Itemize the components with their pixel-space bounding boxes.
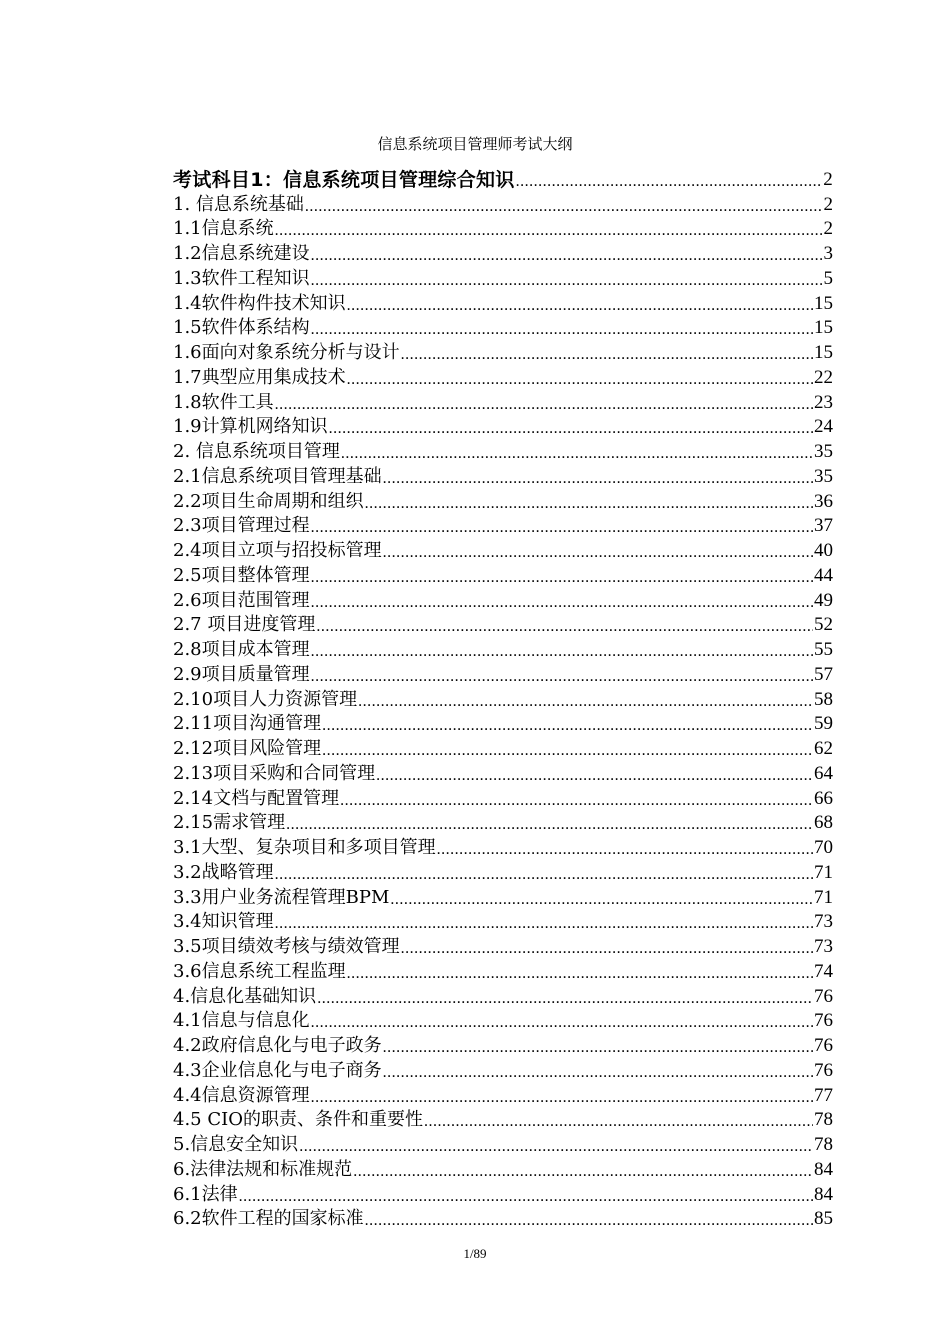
toc-entry[interactable] bbox=[173, 562, 833, 587]
toc-dot-leader bbox=[311, 247, 823, 265]
toc-entry-title: 1.5软件体系结构 bbox=[173, 317, 310, 339]
toc-entry-page: 73 bbox=[814, 936, 833, 957]
toc-entry-page: 84 bbox=[814, 1158, 833, 1180]
toc-entry-page: 77 bbox=[814, 1084, 833, 1106]
toc-dot-leader bbox=[383, 470, 813, 488]
toc-entry-title: 3.3用户业务流程管理BPM bbox=[173, 886, 390, 908]
toc-dot-leader bbox=[275, 866, 813, 884]
toc-dot-leader bbox=[383, 1039, 813, 1057]
toc-dot-leader bbox=[311, 321, 813, 339]
toc-entry-title: 1.9计算机网络知识 bbox=[173, 416, 328, 438]
toc-entry-page: 74 bbox=[814, 960, 833, 982]
toc-dot-leader bbox=[340, 792, 813, 810]
toc-entry[interactable] bbox=[173, 933, 833, 958]
toc-entry-page: 57 bbox=[814, 663, 833, 685]
toc-entry-title: 4.2政府信息化与电子政务 bbox=[173, 1035, 382, 1056]
toc-entry-title: 考试科目1：信息系统项目管理综合知识 bbox=[173, 168, 515, 191]
toc-dot-leader bbox=[311, 272, 823, 290]
toc-dot-leader bbox=[341, 445, 813, 463]
toc-dot-leader bbox=[329, 420, 813, 438]
toc-entry-page: 71 bbox=[814, 886, 833, 908]
toc-entry-page: 76 bbox=[814, 1010, 833, 1032]
toc-entry-title: 2.8项目成本管理 bbox=[173, 639, 310, 660]
toc-entry[interactable] bbox=[173, 389, 833, 414]
toc-entry[interactable] bbox=[173, 1057, 833, 1082]
toc-entry-page: 5 bbox=[823, 267, 833, 289]
toc-entry-title: 5.信息安全知识 bbox=[173, 1134, 299, 1155]
toc-dot-leader bbox=[365, 1212, 813, 1230]
toc-dot-leader bbox=[317, 990, 813, 1008]
table-of-contents bbox=[173, 166, 833, 1230]
toc-entry-page: 68 bbox=[814, 812, 833, 834]
toc-entry-page: 49 bbox=[814, 589, 833, 611]
toc-dot-leader bbox=[365, 495, 813, 513]
toc-entry-page: 84 bbox=[814, 1183, 833, 1205]
toc-entry-title: 4.3企业信息化与电子商务 bbox=[173, 1059, 382, 1081]
toc-entry-page: 52 bbox=[814, 614, 833, 636]
toc-entry-title: 1. 信息系统基础 bbox=[173, 193, 304, 215]
toc-entry-title: 2.1信息系统项目管理基础 bbox=[173, 465, 382, 487]
toc-entry-page: 76 bbox=[814, 985, 833, 1007]
toc-entry-title: 2.12项目风险管理 bbox=[173, 738, 322, 759]
toc-dot-leader bbox=[311, 519, 813, 537]
toc-entry-page: 66 bbox=[814, 787, 833, 809]
toc-entry[interactable] bbox=[173, 364, 833, 389]
toc-dot-leader bbox=[275, 222, 823, 240]
toc-entry-page: 23 bbox=[814, 391, 833, 413]
toc-entry-page: 59 bbox=[814, 713, 833, 735]
toc-entry-page: 55 bbox=[814, 639, 833, 660]
toc-entry-title: 4.1信息与信息化 bbox=[173, 1010, 310, 1032]
toc-entry[interactable] bbox=[173, 191, 833, 216]
toc-entry-title: 4.信息化基础知识 bbox=[173, 985, 317, 1007]
toc-dot-leader bbox=[390, 891, 813, 909]
toc-entry[interactable] bbox=[173, 587, 833, 612]
toc-dot-leader bbox=[347, 371, 813, 389]
toc-entry[interactable] bbox=[173, 438, 833, 463]
toc-entry[interactable] bbox=[173, 810, 833, 835]
toc-entry-title: 6.法律法规和标准规范 bbox=[173, 1158, 353, 1180]
toc-entry-title: 2.5项目整体管理 bbox=[173, 564, 310, 586]
toc-entry[interactable] bbox=[173, 240, 833, 265]
toc-entry-page: 2 bbox=[823, 218, 833, 240]
toc-entry-page: 40 bbox=[814, 540, 833, 561]
toc-dot-leader bbox=[322, 717, 813, 735]
toc-entry[interactable] bbox=[173, 834, 833, 859]
toc-entry-page: 71 bbox=[814, 861, 833, 883]
toc-entry[interactable] bbox=[173, 1032, 833, 1057]
toc-dot-leader bbox=[424, 1113, 813, 1131]
toc-entry-page: 76 bbox=[814, 1059, 833, 1081]
toc-entry-title: 2.7 项目进度管理 bbox=[173, 614, 316, 636]
toc-entry-title: 2.13项目采购和合同管理 bbox=[173, 762, 376, 784]
toc-entry-title: 6.1法律 bbox=[173, 1183, 238, 1205]
toc-dot-leader bbox=[347, 297, 813, 315]
toc-entry-page: 35 bbox=[814, 465, 833, 487]
toc-entry-page: 62 bbox=[814, 738, 833, 759]
toc-entry-page: 2 bbox=[823, 193, 833, 215]
toc-entry[interactable] bbox=[173, 339, 833, 364]
toc-entry-title: 1.4软件构件技术知识 bbox=[173, 292, 346, 314]
toc-dot-leader bbox=[239, 1188, 813, 1206]
toc-entry-title: 3.6信息系统工程监理 bbox=[173, 960, 346, 982]
toc-dot-leader bbox=[311, 1089, 813, 1107]
toc-entry[interactable] bbox=[173, 958, 833, 983]
toc-entry-page: 15 bbox=[814, 342, 833, 363]
toc-dot-leader bbox=[311, 668, 813, 686]
toc-entry-page: 15 bbox=[814, 292, 833, 314]
toc-entry-title: 1.6面向对象系统分析与设计 bbox=[173, 342, 400, 363]
toc-dot-leader bbox=[353, 1163, 813, 1181]
toc-entry-page: 44 bbox=[814, 564, 833, 586]
toc-entry-page: 76 bbox=[814, 1035, 833, 1056]
toc-dot-leader bbox=[299, 1138, 813, 1156]
toc-entry-page: 15 bbox=[814, 317, 833, 339]
toc-entry[interactable] bbox=[173, 463, 833, 488]
toc-entry[interactable] bbox=[173, 711, 833, 736]
toc-entry-title: 2.10项目人力资源管理 bbox=[173, 688, 358, 710]
toc-entry[interactable] bbox=[173, 1156, 833, 1181]
toc-entry-title: 3.2战略管理 bbox=[173, 861, 274, 883]
toc-dot-leader bbox=[275, 396, 813, 414]
toc-entry[interactable] bbox=[173, 859, 833, 884]
toc-entry-title: 3.1大型、复杂项目和多项目管理 bbox=[173, 837, 436, 858]
toc-dot-leader bbox=[305, 198, 823, 216]
toc-entry-title: 2.11项目沟通管理 bbox=[173, 713, 322, 735]
toc-entry-page: 78 bbox=[814, 1134, 833, 1155]
toc-entry-title: 4.4信息资源管理 bbox=[173, 1084, 310, 1106]
toc-dot-leader bbox=[316, 618, 813, 636]
toc-entry-title: 1.8软件工具 bbox=[173, 391, 274, 413]
toc-dot-leader bbox=[286, 816, 813, 834]
toc-entry[interactable] bbox=[173, 1082, 833, 1107]
toc-entry-page: 37 bbox=[814, 515, 833, 537]
page-number: 1/89 bbox=[463, 1246, 487, 1261]
toc-entry[interactable] bbox=[173, 1131, 833, 1156]
toc-entry-title: 2. 信息系统项目管理 bbox=[173, 441, 340, 462]
toc-entry[interactable] bbox=[173, 686, 833, 711]
toc-entry[interactable] bbox=[173, 636, 833, 661]
toc-entry[interactable] bbox=[173, 1107, 833, 1132]
toc-entry-page: 64 bbox=[814, 762, 833, 784]
toc-entry-title: 2.2项目生命周期和组织 bbox=[173, 490, 364, 512]
toc-entry[interactable] bbox=[173, 612, 833, 637]
toc-entry-page: 3 bbox=[823, 243, 833, 264]
toc-entry-title: 1.7典型应用集成技术 bbox=[173, 366, 346, 388]
toc-dot-leader bbox=[358, 693, 813, 711]
toc-entry[interactable] bbox=[173, 909, 833, 934]
toc-dot-leader bbox=[383, 1064, 813, 1082]
toc-entry[interactable] bbox=[173, 1181, 833, 1206]
toc-entry[interactable] bbox=[173, 661, 833, 686]
toc-entry[interactable] bbox=[173, 884, 833, 909]
toc-entry[interactable] bbox=[173, 785, 833, 810]
toc-entry[interactable] bbox=[173, 1206, 833, 1231]
toc-dot-leader bbox=[347, 965, 813, 983]
toc-dot-leader bbox=[437, 841, 813, 859]
toc-dot-leader bbox=[311, 643, 813, 661]
toc-entry[interactable] bbox=[173, 760, 833, 785]
toc-entry-title: 2.3项目管理过程 bbox=[173, 515, 310, 537]
toc-entry[interactable] bbox=[173, 290, 833, 315]
toc-dot-leader bbox=[516, 173, 823, 191]
toc-dot-leader bbox=[376, 767, 813, 785]
toc-entry[interactable] bbox=[173, 265, 833, 290]
toc-entry[interactable] bbox=[173, 488, 833, 513]
toc-entry-title: 2.14文档与配置管理 bbox=[173, 787, 340, 809]
toc-entry-page: 73 bbox=[814, 911, 833, 933]
toc-entry[interactable] bbox=[173, 537, 833, 562]
toc-dot-leader bbox=[401, 940, 813, 958]
toc-entry-title: 2.4项目立项与招投标管理 bbox=[173, 540, 382, 561]
toc-entry[interactable] bbox=[173, 216, 833, 241]
toc-entry-title: 6.2软件工程的国家标准 bbox=[173, 1208, 364, 1230]
toc-dot-leader bbox=[311, 1014, 813, 1032]
toc-entry-title: 3.4知识管理 bbox=[173, 911, 274, 933]
toc-entry-title: 1.3软件工程知识 bbox=[173, 267, 310, 289]
toc-entry[interactable] bbox=[173, 735, 833, 760]
toc-entry-title: 2.15需求管理 bbox=[173, 812, 286, 834]
toc-entry[interactable] bbox=[173, 166, 833, 191]
toc-entry[interactable] bbox=[173, 414, 833, 439]
toc-dot-leader bbox=[311, 594, 813, 612]
toc-entry-title: 1.2信息系统建设 bbox=[173, 243, 310, 264]
toc-entry-page: 70 bbox=[814, 837, 833, 858]
toc-dot-leader bbox=[311, 569, 813, 587]
toc-entry[interactable] bbox=[173, 513, 833, 538]
toc-entry-page: 85 bbox=[814, 1208, 833, 1230]
toc-dot-leader bbox=[401, 346, 813, 364]
toc-entry-page: 2 bbox=[823, 168, 833, 190]
toc-entry[interactable] bbox=[173, 315, 833, 340]
toc-entry-title: 2.9项目质量管理 bbox=[173, 663, 310, 685]
toc-dot-leader bbox=[383, 544, 813, 562]
toc-entry-title: 4.5 CIO的职责、条件和重要性 bbox=[173, 1109, 423, 1131]
toc-entry-page: 36 bbox=[814, 490, 833, 512]
toc-dot-leader bbox=[275, 915, 813, 933]
toc-entry-title: 1.1信息系统 bbox=[173, 218, 274, 240]
toc-entry-title: 2.6项目范围管理 bbox=[173, 589, 310, 611]
toc-entry-title: 3.5项目绩效考核与绩效管理 bbox=[173, 936, 400, 957]
toc-entry-page: 22 bbox=[814, 366, 833, 388]
running-header: 信息系统项目管理师考试大纲 bbox=[377, 135, 573, 153]
toc-entry-page: 58 bbox=[814, 688, 833, 710]
toc-entry[interactable] bbox=[173, 983, 833, 1008]
toc-entry-page: 35 bbox=[814, 441, 833, 462]
toc-entry[interactable] bbox=[173, 1008, 833, 1033]
toc-entry-page: 78 bbox=[814, 1109, 833, 1131]
toc-entry-page: 24 bbox=[814, 416, 833, 438]
toc-dot-leader bbox=[322, 742, 813, 760]
